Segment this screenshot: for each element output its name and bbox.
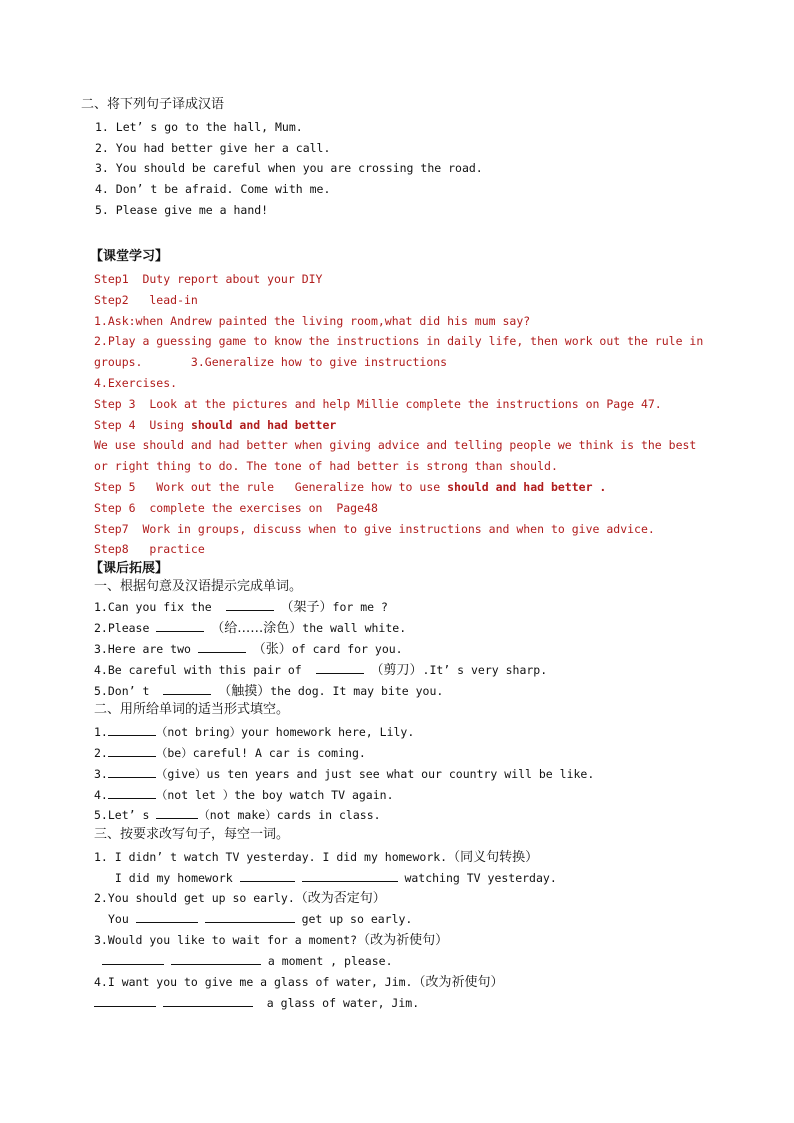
step-ask: 1.Ask:when Andrew painted the living room,what did his mum say? bbox=[94, 314, 531, 328]
question-text: （not let ）the boy watch TV again. bbox=[155, 788, 394, 802]
section-heading-translate: 二、将下列句子译成汉语 bbox=[81, 97, 225, 112]
hint-text: （张） bbox=[252, 642, 292, 657]
translate-item: 2. You had better give her a call. bbox=[95, 141, 331, 155]
step-5-text: Step 5 Work out the rule Generalize how to use bbox=[94, 480, 448, 494]
step-4-bold: should and had better bbox=[190, 418, 337, 432]
answer-blank[interactable] bbox=[316, 663, 364, 674]
question-text: .It’ s very sharp. bbox=[422, 663, 548, 677]
part1-question-5 bbox=[94, 684, 443, 699]
answer-blank[interactable] bbox=[136, 912, 198, 923]
answer-text: get up so early. bbox=[301, 912, 413, 926]
question-number: 5.Let’ s bbox=[94, 808, 157, 822]
hint-text: （同义句转换） bbox=[447, 850, 539, 865]
translate-item: 1. Let’ s go to the hall, Mum. bbox=[95, 120, 303, 134]
step-exercises: 4.Exercises. bbox=[94, 376, 178, 390]
hint-text: （给……涂色） bbox=[211, 621, 303, 636]
translate-item: 3. You should be careful when you are crossing the road. bbox=[95, 161, 483, 175]
part3-question-3 bbox=[94, 933, 448, 948]
step-5-bold: should and had better . bbox=[447, 480, 607, 494]
question-number: 4. bbox=[94, 788, 108, 802]
question-text: 2.You should get up so early. bbox=[94, 891, 295, 905]
part1-question-4 bbox=[94, 663, 547, 678]
question-text: the dog. It may bite you. bbox=[270, 684, 444, 698]
step-3: Step 3 Look at the pictures and help Millie complete the instructions on Page 47. bbox=[94, 397, 662, 411]
hint-text: （剪刀） bbox=[370, 663, 423, 678]
question-text: the wall white. bbox=[302, 621, 407, 635]
part2-question-1 bbox=[94, 725, 414, 739]
question-text: （give）us ten years and just see what our country will be like. bbox=[155, 767, 595, 781]
answer-blank[interactable] bbox=[302, 871, 398, 882]
part3-question-2 bbox=[94, 891, 386, 906]
step-7: Step7 Work in groups, discuss when to give instructions and when to give advice. bbox=[94, 522, 655, 536]
answer-blank[interactable] bbox=[108, 725, 156, 736]
answer-blank[interactable] bbox=[156, 808, 198, 819]
part3-question-4 bbox=[94, 975, 504, 990]
step-4 bbox=[94, 418, 336, 432]
part2-question-4 bbox=[94, 788, 394, 802]
hint-text: （架子） bbox=[280, 600, 333, 615]
step-2: Step2 lead-in bbox=[94, 293, 198, 307]
translate-item: 5. Please give me a hand! bbox=[95, 203, 269, 217]
question-number: 2. bbox=[94, 746, 108, 760]
answer-blank[interactable] bbox=[108, 767, 156, 778]
question-text: 4.I want you to give me a glass of water, Jim. bbox=[94, 975, 413, 989]
part2-question-5 bbox=[94, 808, 381, 822]
step-4-text: Step 4 Using bbox=[94, 418, 191, 432]
question-text: （not make）cards in class. bbox=[198, 808, 381, 822]
question-text: 2.Please bbox=[94, 621, 157, 635]
part1-question-1 bbox=[94, 600, 388, 615]
answer-text: I did my homework bbox=[108, 871, 240, 885]
part2-heading: 二、用所给单词的适当形式填空。 bbox=[94, 702, 290, 717]
answer-blank[interactable] bbox=[163, 996, 253, 1007]
part2-question-2 bbox=[94, 746, 366, 760]
step-play-line2: groups. 3.Generalize how to give instructions bbox=[94, 355, 448, 369]
step-5 bbox=[94, 480, 606, 494]
answer-text: a glass of water, Jim. bbox=[259, 996, 420, 1010]
hint-text: （触摸） bbox=[218, 684, 271, 699]
answer-blank[interactable] bbox=[171, 954, 261, 965]
section-heading-classroom: 【课堂学习】 bbox=[90, 249, 169, 264]
answer-blank[interactable] bbox=[102, 954, 164, 965]
part3-answer-1 bbox=[108, 871, 557, 885]
answer-blank[interactable] bbox=[108, 746, 156, 757]
question-text: 4.Be careful with this pair of bbox=[94, 663, 316, 677]
part1-question-3 bbox=[94, 642, 403, 657]
part1-heading: 一、根据句意及汉语提示完成单词。 bbox=[94, 579, 303, 594]
part3-answer-3 bbox=[102, 954, 393, 968]
part2-question-3 bbox=[94, 767, 594, 781]
hint-text: （改为祈使句） bbox=[412, 975, 504, 990]
answer-blank[interactable] bbox=[240, 871, 295, 882]
step-6: Step 6 complete the exercises on Page48 bbox=[94, 501, 378, 515]
question-text: of card for you. bbox=[291, 642, 403, 656]
translate-item: 4. Don’ t be afraid. Come with me. bbox=[95, 182, 331, 196]
part3-heading: 三、按要求改写句子，每空一词。 bbox=[94, 827, 290, 842]
question-text: 3.Would you like to wait for a moment? bbox=[94, 933, 358, 947]
part1-question-2 bbox=[94, 621, 406, 636]
answer-blank[interactable] bbox=[108, 788, 156, 799]
part3-answer-4 bbox=[94, 996, 419, 1010]
answer-text: You bbox=[108, 912, 136, 926]
question-text: for me ? bbox=[332, 600, 388, 614]
answer-blank[interactable] bbox=[198, 642, 246, 653]
hint-text: （改为祈使句） bbox=[357, 933, 449, 948]
grammar-note-line2: or right thing to do. The tone of had better is strong than should. bbox=[94, 459, 558, 473]
question-number: 1. bbox=[94, 725, 108, 739]
question-text: 3.Here are two bbox=[94, 642, 198, 656]
step-8: Step8 practice bbox=[94, 542, 205, 556]
part3-answer-2 bbox=[108, 912, 412, 926]
answer-blank[interactable] bbox=[156, 621, 204, 632]
answer-text: a moment , please. bbox=[267, 954, 393, 968]
step-play-line1: 2.Play a guessing game to know the instructions in daily life, then work out the rule in bbox=[94, 334, 704, 348]
section-heading-after-class: 【课后拓展】 bbox=[90, 561, 169, 576]
answer-blank[interactable] bbox=[205, 912, 295, 923]
hint-text: （改为否定句） bbox=[294, 891, 386, 906]
answer-blank[interactable] bbox=[94, 996, 156, 1007]
question-text: （be）careful! A car is coming. bbox=[155, 746, 366, 760]
part3-question-1 bbox=[94, 850, 538, 865]
answer-text: watching TV yesterday. bbox=[404, 871, 557, 885]
answer-blank[interactable] bbox=[163, 684, 211, 695]
question-text: （not bring）your homework here, Lily. bbox=[155, 725, 415, 739]
question-text: 1. I didn’ t watch TV yesterday. I did my homework. bbox=[94, 850, 448, 864]
step-1: Step1 Duty report about your DIY bbox=[94, 272, 323, 286]
answer-blank[interactable] bbox=[226, 600, 274, 611]
grammar-note-line1: We use should and had better when giving advice and telling people we think is the best bbox=[94, 438, 697, 452]
question-text: 5.Don’ t bbox=[94, 684, 164, 698]
question-text: 1.Can you fix the bbox=[94, 600, 226, 614]
question-number: 3. bbox=[94, 767, 108, 781]
